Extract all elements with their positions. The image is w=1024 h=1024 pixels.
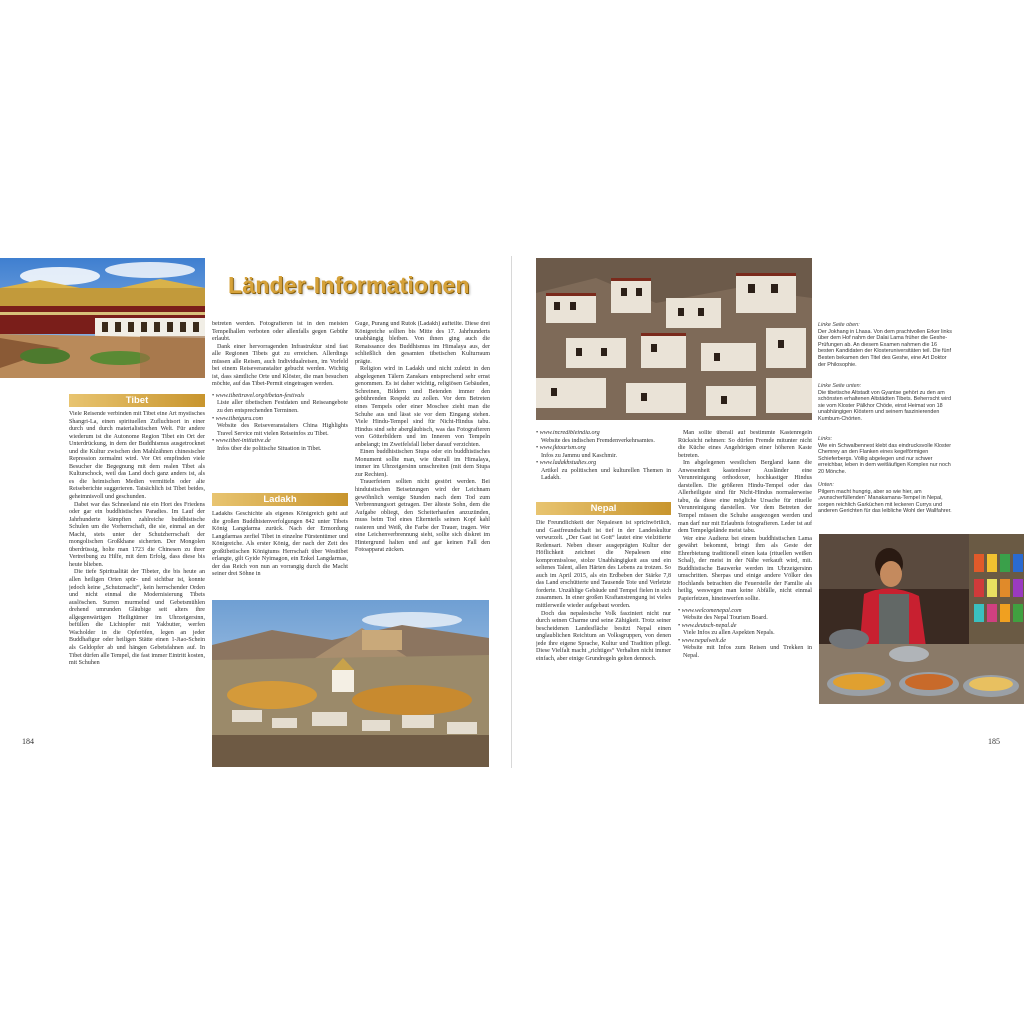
nepal-links [678, 608, 812, 661]
nepal-title: Nepal [590, 503, 617, 514]
paragraph: Dank einer hervorragenden Infrastruktur sind fast alle Regionen Tibets gut zu erreichen. Allerdings müssen alle Reisen, auch Individualreisen, im Vorfeld bei einem Reiseveranstalter gebucht werden. Wichtig ist, dass sämtliche Orte und Klöster, die man besuchen möchte, auf das Tibet-Permit eingetragen werden. [212, 343, 348, 388]
ladakh-column-2 [355, 321, 490, 593]
link-desc: Viele Infos zu allen Aspekten Nepals. [683, 630, 775, 637]
chemrey-photo [536, 258, 812, 420]
link-item: • www.jktourism.org [536, 445, 586, 452]
link-url[interactable]: www.nepalwelt.de [681, 637, 726, 644]
tibet-title: Tibet [125, 395, 149, 406]
link-item: • www.tibettravel.org/tibetan-festivals [212, 392, 305, 399]
ladakh-column-1 [212, 511, 348, 593]
paragraph: Doch das nepalesische Volk fasziniert nicht nur durch seinen Charme und seine Zähigkeit. Trotz seiner bescheidenen Landesfläche besitzt Nepal einen unglaublichen Reichtum an Volksgruppen, von denen jede ihre eigene Sprache, Kultur und Tradition pflegt. Diese Vielfalt macht „richtiges“ Verhalten nicht immer einfach, aber einige Grundregeln gelten dennoch. [536, 610, 671, 662]
caption-links [818, 436, 954, 476]
paragraph: Man sollte überall auf bestimmte Kastenregeln Rücksicht nehmen: So dürfen Fremde mitunter nicht die Küche eines Angehörigen einer höheren Kaste betreten. [678, 430, 812, 459]
paragraph: betreten werden. Fotografieren ist in den meisten Tempelhallen verboten oder allenfalls gegen Gebühr erlaubt. [212, 321, 348, 343]
link-item: • www.tibet-initiative.de [212, 438, 271, 445]
paragraph: Die tiefe Spiritualität der Tibeter, die bis heute an allen heiligen Orten spür- und sichtbar ist, konnte jedoch keine „Schutzmacht“, kein herrschender Orden und nicht einmal die Modernisierung Tibets auslöschen. Surren murmelnd und Gebetsmühlen drehend umrunden Gläubige seit alters ihre allgegenwärtigen Heiligtümer im Uhrzeigersinn, befüllen die Lichtopfer mit Yakbutter, werfen Wacholder in die Opferöfen, legen an jeder Buddhafigur oder heiligen Stätte einen 1-Jiao-Schein als Geldopfer ab und hängen Gebetsfahnen auf. In Tibet dürfen alle Tempel, die fast immer Eintritt kosten, mit Schuhen [69, 569, 205, 667]
link-desc: Artikel zu politischen und kulturellen Themen in Ladakh. [541, 467, 671, 482]
nepal-column-1 [536, 520, 671, 720]
tibet-column-2 [212, 321, 348, 489]
link-item: • www.ladakhstudies.org [536, 460, 597, 467]
caption-text: Wie ein Schwalbennest klebt das eindrucksvolle Kloster Chemrey an den Flanken eines kegelförmigen Schieferbergs. Völlig abgelegen und nur schwer erreichbar, leben in dem weitläufigen Komplex nur noch 20 Mönche. [818, 442, 952, 475]
caption-title: Unten: [818, 482, 834, 488]
caption-text: Der Jokhang in Lhasa. Von dem prachtvollen Erker links über dem Hof nahm der Dalai Lama früher die Geshe-Prüfungen ab. An diesem Examen nahmen die 16 besten Kandidaten der Klosteruniversitäten teil. Die fünf Besten bekamen den Titel des Geshe, eine Art Doktor der Philosophie. [818, 328, 952, 368]
tibet-column-1 [69, 411, 205, 711]
caption-text: Die tibetische Altstadt von Gyantse gehört zu den am schönsten erhaltenen Altstädten Tibets. Beherrscht wird sie vom Kloster Pälkhor Chöde, einst Heimat von 18 unabhängigen Klöstern und seinem faszinierenden Kumbum-Chörten. [818, 389, 952, 422]
link-item: • www.nepalwelt.de [678, 637, 726, 644]
ladakh-title: Ladakh [263, 494, 297, 505]
paragraph: Ladakhs Geschichte als eigenes Königreich geht auf die großen Buddhistenverfolgungen 842 unter Tibets König Langdarma zurück. Nach der Ermordung Langdarmas zerfiel Tibet in einzelne Fürstentümer und Königreiche. Als erster König, der nach der Zeit des großtibetischen Königtums Herrschaft über Westtibet erlangte, gilt Gyide Nyimagon, ein Enkel Langdarmas, der das Reich von nun an vorrangig durch die Macht seiner drei Söhne in [212, 511, 348, 578]
caption-bottom [818, 482, 954, 515]
jokhang-photo [0, 258, 205, 378]
ladakh-section-bar [212, 493, 348, 506]
food-stall-photo [819, 534, 1024, 704]
caption-left-top [818, 322, 954, 368]
page-number-right: 185 [988, 737, 1000, 746]
paragraph: Trauerfeiern sollten nicht gestört werden. Bei hinduistischen Beisetzungen wird der Leichnam gewöhnlich wenige Stunden nach dem Tod zum Verbrennungsort getragen. Der älteste Sohn, dem die Aufgabe obliegt, den Scheiterhaufen anzuzünden, muss beim Tod eines Elternteils seinen Kopf kahl rasieren und Weiß, die Farbe der Trauer, tragen. Wer eine Leichenverbrennung sieht, sollte sich diskret im Hintergrund halten und auf gar keinen Fall den Fotoapparat zücken. [355, 479, 490, 554]
link-url[interactable]: www.ladakhstudies.org [539, 460, 597, 467]
paragraph: Die Freundlichkeit der Nepalesen ist sprichwörtlich, und Gastfreundschaft ist tief in der Landeskultur verwurzelt. „Der Gast ist Gott“ lautet eine vielzitierte Redensart. Neben dieser ausgeprägten Kultur der Höflichkeit zeichnet die Nepalesen eine kompromisslose, stolze Unabhängigkeit aus und ein seltenes Talent, allen Härten des Lebens zu trotzen. So auch im April 2015, als ein Erdbeben der Stärke 7,8 das Land erschütterte und Tausende Tote und Verletzte forderte. Unzählige Gebäude und Tempel fielen in sich zusammen. In einer großen Kraftanstrengung ist vieles mittlerweile wieder aufgebaut worden. [536, 520, 671, 610]
link-desc: Liste aller tibetischen Festdaten und Reiseangebote zu den entsprechenden Terminen. [217, 400, 348, 415]
nepal-column-2 [678, 430, 812, 710]
paragraph: Im abgelegenen westlichen Bergland kann die Anwesenheit kastenloser Ausländer eine Verunreinigung orthodoxer, hochkastiger Hindus darstellen. Die größeren Hindu-Tempel oder das Allerheiligste sind für Nicht-Hindus normalerweise tabu, da diese eine mögliche Ursache für rituelle Verunreinigung darstellen. Vor dem Betreten der Tempel müssen die Schuhe ausgezogen werden und man darf nur mit Erlaubnis fotografieren. Leder ist auf dem Tempelgelände meist tabu. [678, 460, 812, 535]
link-desc: Infos zu Jammu und Kaschmir. [541, 452, 617, 459]
link-item: • www.deutsch-nepal.de [678, 622, 737, 629]
link-url[interactable]: www.incredibleindia.org [539, 430, 600, 436]
page-number-left: 184 [22, 737, 34, 746]
link-item: • www.tibetguru.com [212, 415, 263, 422]
paragraph: Guge, Purang und Rutok (Ladakh) aufteilte. Diese drei Königreiche sollten bis Mitte des 17. Jahrhunderts unabhängig bleiben. Von ihnen ging auch die Renaissance des Buddhismus im Himalaya aus, der schließlich den gesamten tibetischen Kulturraum prägte. [355, 321, 490, 365]
link-url[interactable]: www.deutsch-nepal.de [681, 622, 737, 629]
link-url[interactable]: www.welcomenepal.com [681, 607, 742, 614]
tibet-section-bar [69, 394, 205, 407]
india-links [536, 430, 671, 490]
page-gutter [511, 256, 512, 768]
link-item: • www.incredibleindia.org [536, 430, 600, 436]
link-desc: Website des indischen Fremdenverkehrsamtes. [541, 437, 655, 444]
link-desc: Website des Nepal Tourism Board. [683, 615, 768, 622]
paragraph: Dabei war das Schneeland nie ein Hort des Friedens oder gar ein buddhistisches Paradies. Im Lauf der Jahrhunderte kämpften zahlreiche buddhistische Schulen um die Vorherrschaft, die sie, einmal an der Macht, stets unter der Schutzherrschaft der mongolischen Großkhane sicherten. Der Mongolen überdrüssig, holte man 1723 die Chinesen zu ihrer Vertreibung zu Hilfe, mit dem Erfolg, dass diese bis heute blieben. [69, 501, 205, 568]
caption-text: Pilgern macht hungrig, aber so wie hier, am „wunscherfüllenden“ Manakamana-Tempel in Nepal, sorgen reichlich Garküchen mit leckeren Currys und anderen Gerichten für das leibliche Wohl der Wallfahrer. [818, 488, 952, 515]
link-desc: Website des Reiseveranstalters China Highlights Travel Service mit vielen Reiseinfos zu Tibet. [217, 423, 348, 437]
page-heading: Länder-Informationen [228, 272, 470, 298]
paragraph: Viele Reisende verbinden mit Tibet eine Art mystisches Shangri-La, einen spirituellen Zufluchtsort in einer durch und durch materialistischen Welt. Für andere wiederum ist die Autonome Region Tibet ein Ort der Unterdrückung, in dem der Buddhismus ausgetrocknet und die Kultur zwischen den Mahlzähnen chinesischer Repression zermalmt wird. Vor Ort empfinden viele Besucher die Begegnung mit dem realen Tibet als Kulturschock, weil das Land doch ganz anders ist, als es die heimischen Medien vermitteln oder alte Reiseberichte suggerieren. Tatsächlich ist Tibet beides, geheimnisvoll und geschunden. [69, 411, 205, 501]
caption-title: Linke Seite unten: [818, 383, 862, 389]
gyantse-photo [212, 600, 489, 767]
caption-left-bottom [818, 383, 954, 423]
link-desc: Infos über die politische Situation in Tibet. [217, 445, 322, 452]
nepal-section-bar [536, 502, 671, 515]
link-url[interactable]: www.tibetguru.com [215, 415, 263, 422]
paragraph: Wer eine Audienz bei einem buddhistischen Lama gewährt bekommt, bringt ihm als Geste der Ehrerbietung traditionell einen kata (rituellen weißen Schal), der meist in der Nähe verkauft wird, mit. Buddhistische Bauwerke werden im Uhrzeigersinn umschritten. Sherpas und einige andere Völker des Hochlands betrachten die Feuerstelle der Familie als heilig, weswegen man keine Abfälle, nicht einmal Papierfetzen, hineinwerfen sollte. [678, 535, 812, 603]
link-item: • www.welcomenepal.com [678, 607, 742, 614]
link-desc: Website mit Infos zum Reisen und Trekken in Nepal. [683, 645, 812, 659]
link-url[interactable]: www.jktourism.org [539, 445, 586, 452]
paragraph: Einen buddhistischen Stupa oder ein buddhistisches Monument sollte man, wie überall im Himalaya, immer im Uhrzeigersinn umschreiten (mit dem Stupa zur Rechten). [355, 449, 490, 478]
paragraph: Religion wird in Ladakh und nicht zuletzt in den abgelegenen Tälern Zanskars entsprechend sehr ernst genommen. Es ist daher wichtig, religiösen Gebäuden, Schreinen, Bildern und Betenden immer den gebührenden Respekt zu zollen. Vor dem Betreten eines Tempels oder einer Moschee zieht man die Schuhe aus und lässt sie vor dem Eingang stehen. Viele Hindu-Tempel sind für Nicht-Hindus tabu. Hindus sind sehr abergläubisch, was das Fotografieren von Götterbildern und im Inneren von Tempeln anbelangt; im Zweifelsfall lieber darauf verzichten. [355, 366, 490, 448]
link-url[interactable]: www.tibettravel.org/tibetan-festivals [215, 392, 305, 399]
tibet-links [212, 393, 348, 453]
link-url[interactable]: www.tibet-initiative.de [215, 438, 271, 445]
caption-title: Links: [818, 436, 833, 442]
caption-title: Linke Seite oben: [818, 322, 860, 328]
